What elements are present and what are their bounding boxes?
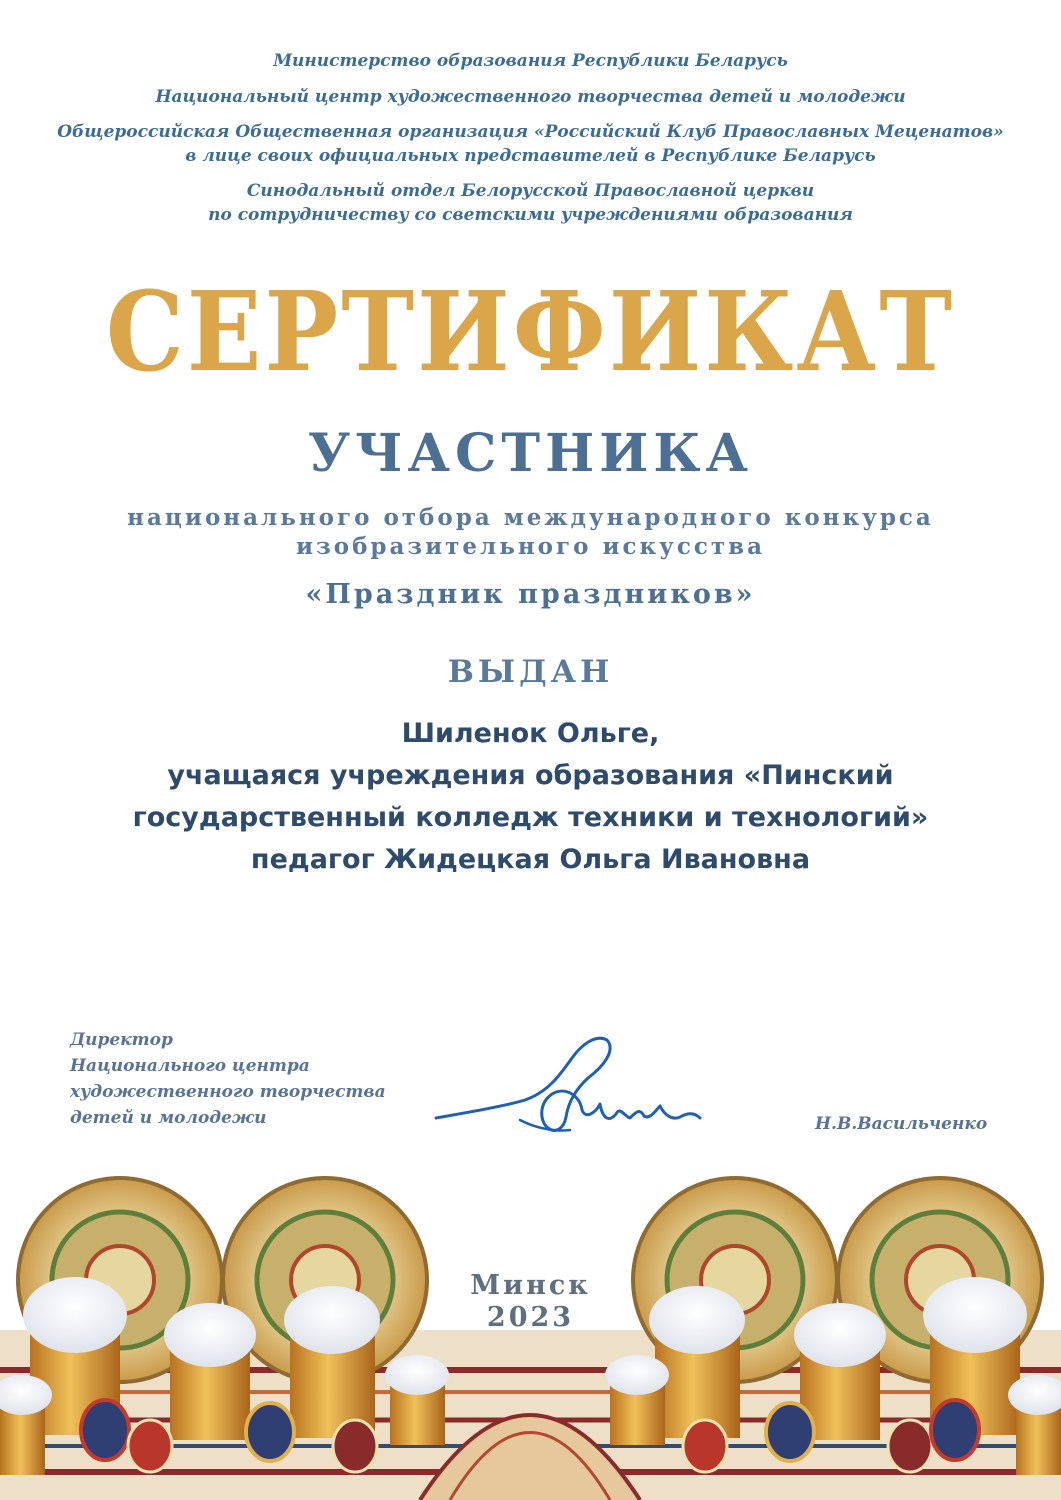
recipient-institution-line-2: государственный колледж техники и технологий» xyxy=(132,802,929,833)
certificate-subtitle: УЧАСТНИКА xyxy=(307,423,754,484)
header-cooperation: по сотрудничеству со светскими учреждениями образования xyxy=(208,205,853,225)
header-russian-club: Общероссийская Общественная организация «Российский Клуб Православных Меценатов» xyxy=(57,122,1004,142)
header-ministry: Министерство образования Республики Беларусь xyxy=(273,51,788,71)
city: Минск xyxy=(470,1270,591,1301)
year: 2023 xyxy=(486,1302,575,1333)
header-representatives: в лице своих официальных представителей в Республике Беларусь xyxy=(185,146,876,166)
director-role-line-2: Национального центра xyxy=(70,1056,310,1076)
issued-label: ВЫДАН xyxy=(447,654,614,690)
director-role-line-3: художественного творчества xyxy=(70,1082,386,1102)
description-line-1: национального отбора международного конкурса xyxy=(127,504,934,531)
header-national-center: Национальный центр художественного творчества детей и молодежи xyxy=(155,87,906,107)
certificate-title: СЕРТИФИКАТ xyxy=(105,268,956,397)
description-line-2: изобразительного искусства xyxy=(295,533,765,560)
recipient-name: Шиленок Ольге, xyxy=(401,718,660,749)
signer-name: Н.В.Васильченко xyxy=(815,1114,988,1134)
director-role-line-1: Директор xyxy=(70,1030,173,1050)
recipient-institution-line-1: учащаяся учреждения образования «Пинский xyxy=(167,760,894,791)
contest-name: «Праздник праздников» xyxy=(305,579,756,610)
header-synodal-dept: Синодальный отдел Белорусской Православной церкви xyxy=(246,181,815,201)
recipient-teacher: педагог Жидецкая Ольга Ивановна xyxy=(250,844,811,875)
director-role-line-4: детей и молодежи xyxy=(70,1108,267,1128)
